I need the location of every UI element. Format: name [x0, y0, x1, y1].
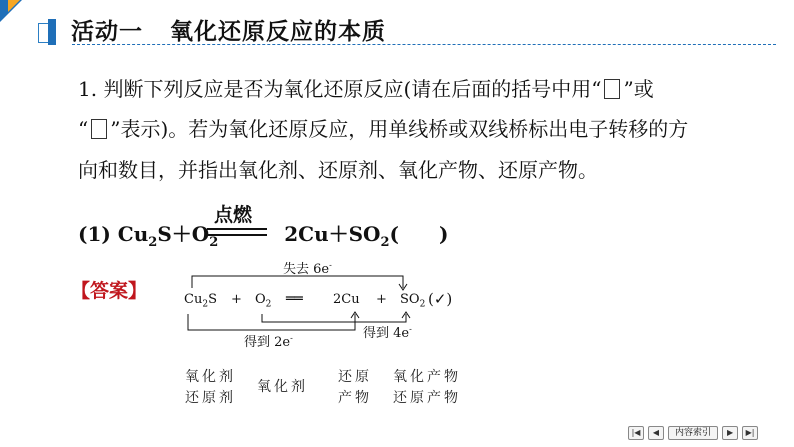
gain-4e-label: 得到 4e- [363, 324, 412, 341]
cu-formula: 2Cu [333, 292, 360, 307]
role-o2: 氧化剂 [257, 379, 308, 395]
placeholder-box [91, 119, 107, 139]
so2-formula: $SO_2$ [400, 292, 426, 310]
question-line-2: “ ”表示)。若为氧化还原反应，用单线桥或双线桥标出电子转移的方 [78, 117, 689, 141]
last-page-button[interactable]: ▶| [742, 426, 758, 440]
equals-sign: ══ [286, 291, 303, 307]
section-title [71, 13, 386, 46]
o2-formula: $O_2$ [255, 292, 272, 310]
next-page-button[interactable]: ▶ [722, 426, 738, 440]
role-cu2s: 氧化剂 还原剂 [185, 369, 236, 406]
answer-label: 【答案】 [71, 280, 148, 302]
check-mark: (✓) [428, 290, 453, 308]
answer-blank: ( ) [389, 222, 449, 246]
corner-logo-icon [0, 0, 30, 30]
lose-electrons-label: 失去 6e- [283, 260, 332, 277]
cu2s-formula: $Cu_2S$ [184, 292, 217, 310]
activity-label: 活动一 [71, 19, 143, 45]
reaction-equation: (1) $Cu_2S+O_2$ $2Cu+SO_2$( ) [78, 222, 449, 250]
plus-sign: + [376, 292, 387, 307]
placeholder-box [604, 79, 620, 99]
role-so2: 氧化产物 还原产物 [393, 369, 461, 406]
header-divider [72, 44, 776, 45]
question-line-3: 向和数目，并指出氧化剂、还原剂、氧化产物、还原产物。 [78, 158, 598, 182]
content-index-button[interactable]: 内容索引 [668, 426, 718, 440]
question-line-1: 1. 判断下列反应是否为氧化还原反应(请在后面的括号中用“ ”或 [78, 77, 654, 101]
topic-label: 氧化还原反应的本质 [170, 19, 387, 45]
plus-sign: + [231, 292, 242, 307]
gain-2e-label: 得到 2e- [244, 333, 293, 350]
slide-navigation [628, 426, 758, 440]
reaction-condition: 点燃 [214, 204, 253, 226]
role-cu: 还原 产物 [338, 369, 372, 406]
header-marker [48, 19, 56, 45]
prev-page-button[interactable]: ◀ [648, 426, 664, 440]
first-page-button[interactable]: |◀ [628, 426, 644, 440]
